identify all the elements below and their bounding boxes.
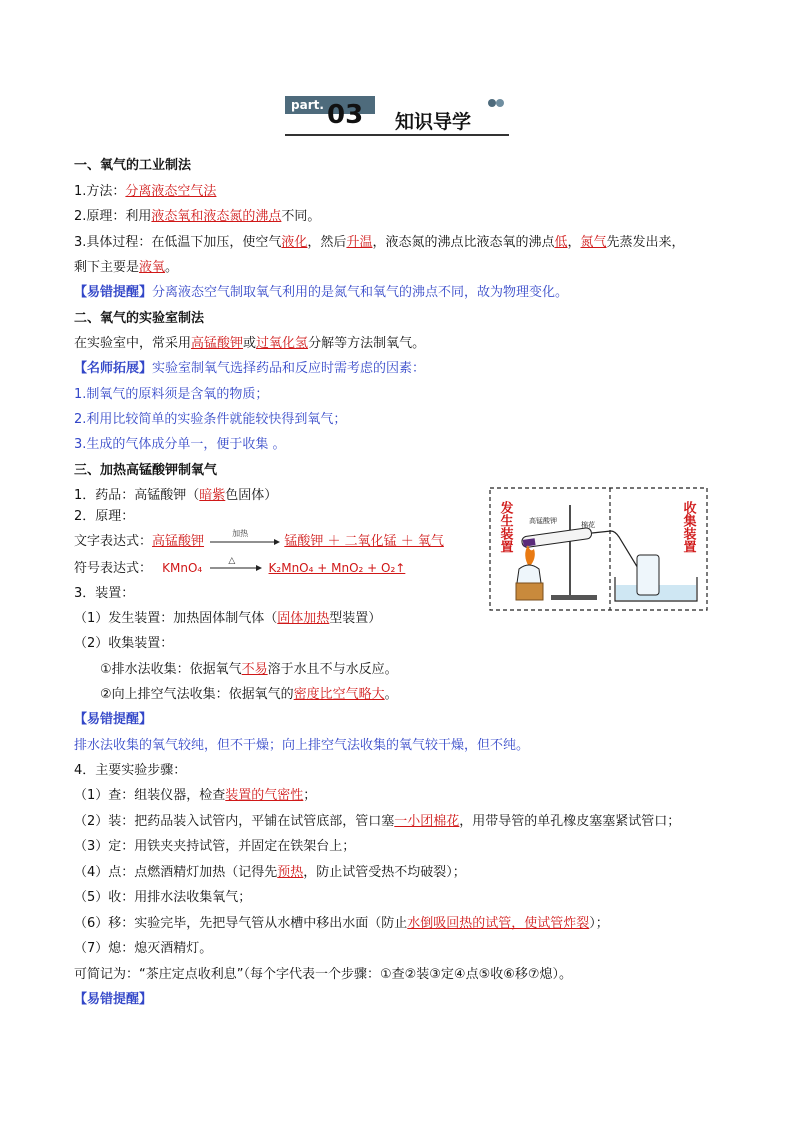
symbol-equation: 符号表达式： KMnO₄ △ K₂MnO₄ + MnO₂ + O₂↑: [74, 556, 406, 576]
decor-dots-icon: [487, 97, 505, 109]
extension-item-1: 1.制氧气的原料须是含氧的物质；: [74, 387, 269, 402]
heat-arrow: △: [206, 559, 264, 577]
step-1: （1）查：组装仪器，检查装置的气密性；: [74, 788, 317, 803]
collect-air: ②向上排空气法收集：依据氧气的密度比空气略大。: [100, 687, 398, 702]
stand-base: [551, 595, 597, 600]
generator-label: 发生装置: [497, 501, 513, 553]
tip-industrial: 【易错提醒】分离液态空气制取氧气利用的是氮气和氧气的沸点不同，故为物理变化。: [74, 285, 569, 300]
step-5: （5）收：用排水法收集氧气；: [74, 890, 252, 905]
word-equation: 文字表达式：高锰酸钾 加热 锰酸钾 ＋ 二氧化锰 ＋ 氧气: [74, 529, 444, 549]
method-line: 1.方法：分离液态空气法: [74, 184, 217, 199]
flame-icon: [525, 545, 535, 567]
tip-label-3: 【易错提醒】: [74, 712, 153, 727]
process-line: 3.具体过程：在低温下加压，使空气液化，然后升温，液态氮的沸点比液态氧的沸点低，氮气先蒸发出来，: [74, 235, 685, 250]
mnemonic-line: 可简记为：“茶庄定点收利息”（每个字代表一个步骤：①查②装③定④点⑤收⑥移⑦熄）。: [74, 967, 573, 982]
heading-kmno4: 三、加热高锰酸钾制氧气: [74, 463, 218, 478]
reaction-arrow: 加热: [208, 533, 280, 551]
heading-industrial: 一、氧气的工业制法: [74, 158, 192, 173]
step-6: （6）移：实验完毕，先把导气管从水槽中移出水面（防止水倒吸回热的试管，使试管炸裂）；: [74, 916, 609, 931]
wood-block: [516, 583, 543, 600]
cotton-label: 棉花: [581, 521, 595, 529]
banner-rule: [285, 134, 509, 136]
part-number: 03: [327, 100, 364, 130]
step-3: （3）定：用铁夹夹持试管，并固定在铁架台上；: [74, 839, 356, 854]
steps-heading: 4．主要实验步骤：: [74, 763, 187, 778]
collector-heading: （2）收集装置：: [74, 636, 174, 651]
generator-line: （1）发生装置：加热固体制气体（固体加热型装置）: [74, 611, 382, 626]
apparatus-figure: [489, 487, 708, 611]
principle-heading: 2．原理：: [74, 509, 135, 524]
page-title: 知识导学: [395, 111, 472, 133]
tip-label-4: 【易错提醒】: [74, 992, 153, 1007]
step-7: （7）熄：熄灭酒精灯。: [74, 941, 213, 956]
principle-line: 2.原理：利用液态氧和液态氮的沸点不同。: [74, 209, 321, 224]
gas-jar: [637, 555, 659, 595]
extension-line: 【名师拓展】实验室制氧气选择药品和反应时需考虑的因素：: [74, 361, 426, 376]
heading-lab: 二、氧气的实验室制法: [74, 311, 205, 326]
kmno4-label: 高锰酸钾: [529, 517, 557, 525]
collect-water: ①排水法收集：依据氧气不易溶于水且不与水反应。: [100, 662, 398, 677]
remain-line: 剩下主要是液氧。: [74, 260, 179, 275]
drug-line: 1．药品：高锰酸钾（暗紫色固体）: [74, 488, 278, 503]
apparatus-heading: 3．装置：: [74, 586, 135, 601]
alcohol-lamp: [517, 565, 541, 583]
lab-line: 在实验室中，常采用高锰酸钾或过氧化氢分解等方法制氧气。: [74, 336, 426, 351]
extension-item-3: 3.生成的气体成分单一，便于收集 。: [74, 437, 286, 452]
tip-text-3: 排水法收集的氧气较纯，但不干燥；向上排空气法收集的氧气较干燥，但不纯。: [74, 738, 530, 753]
step-4: （4）点：点燃酒精灯加热（记得先预热，防止试管受热不均破裂）；: [74, 865, 466, 880]
part-tag: part.: [285, 96, 375, 114]
section-banner: [285, 96, 509, 138]
step-2: （2）装：把药品装入试管内，平铺在试管底部，管口塞一小团棉花，用带导管的单孔橡皮塞塞紧试管口；: [74, 814, 681, 829]
collector-label: 收集装置: [680, 501, 696, 553]
extension-item-2: 2.利用比较简单的实验条件就能较快得到氧气；: [74, 412, 347, 427]
